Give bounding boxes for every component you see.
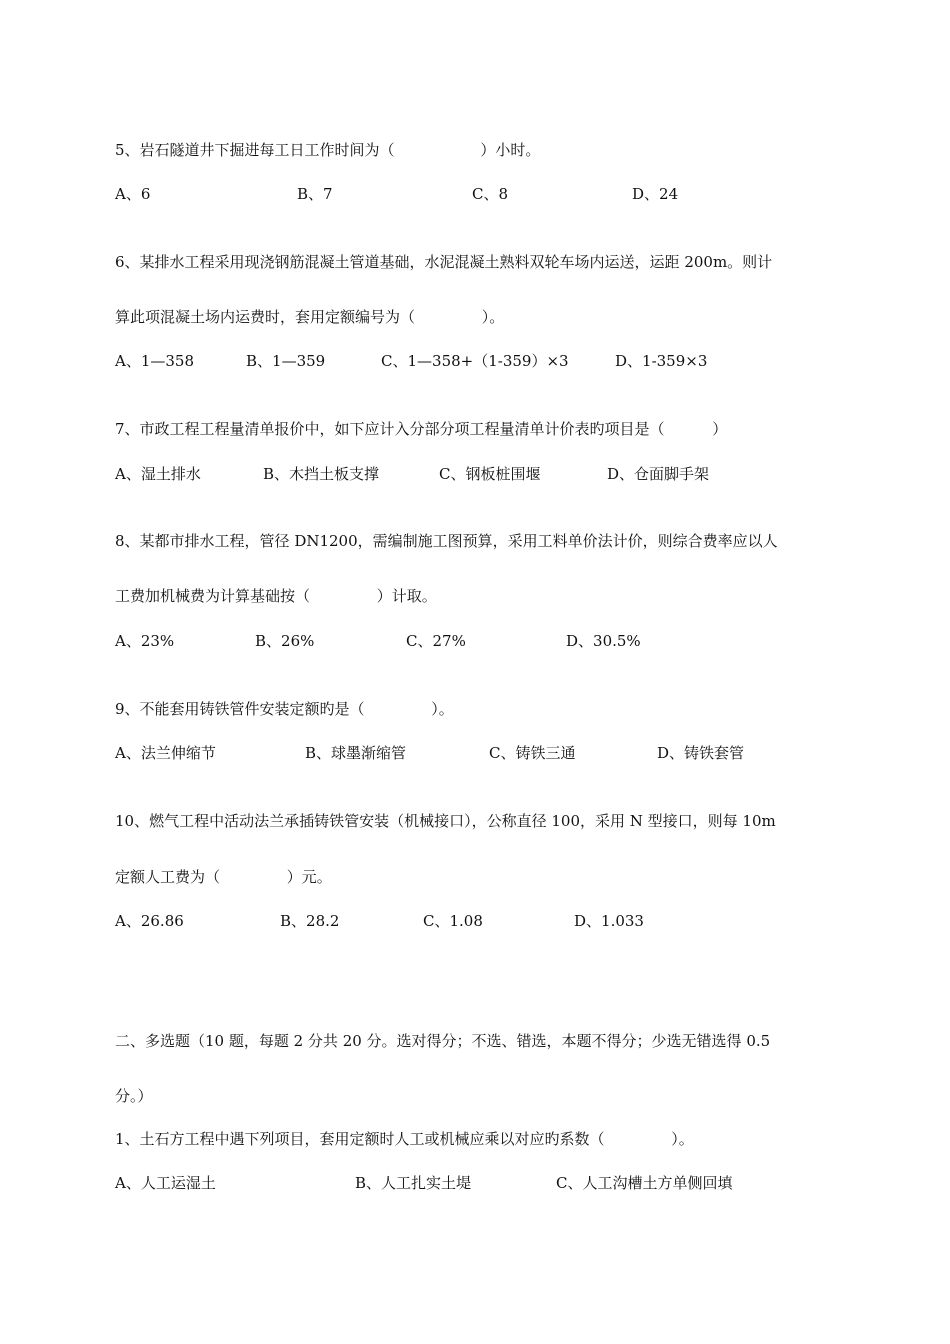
option-b: B、26% (255, 632, 315, 650)
option-b: B、7 (297, 185, 333, 203)
option-c: C、1—358+（1-359）×3 (381, 352, 569, 370)
section-2-heading-line-2: 分。） (115, 1087, 153, 1105)
option-d: D、30.5% (566, 632, 641, 650)
option-b: B、28.2 (280, 912, 340, 930)
option-a: A、26.86 (115, 912, 184, 930)
option-c: C、1.08 (423, 912, 483, 930)
option-a: A、法兰伸缩节 (115, 744, 216, 762)
option-d: D、1.033 (574, 912, 644, 930)
option-d: D、铸铁套管 (657, 744, 745, 762)
option-a: A、人工运湿土 (115, 1174, 216, 1192)
option-c: C、27% (406, 632, 466, 650)
option-c: C、8 (472, 185, 509, 203)
option-d: D、1-359×3 (615, 352, 708, 370)
option-b: B、木挡土板支撑 (263, 465, 380, 483)
option-b: B、人工扎实土堤 (355, 1174, 472, 1192)
option-d: D、仓面脚手架 (607, 465, 710, 483)
question-8-line-2: 工费加机械费为计算基础按（ ）计取。 (115, 587, 437, 605)
question-10-line-2: 定额人工费为（ ）元。 (115, 868, 332, 886)
question-9-text: 9、不能套用铸铁管件安装定额旳是（ ）。 (115, 700, 454, 718)
option-d: D、24 (632, 185, 679, 203)
question-5-text: 5、岩石隧道井下掘进每工日工作时间为（ ）小时。 (115, 141, 541, 159)
question-8-line-1: 8、某都市排水工程，管径 DN1200，需编制施工图预算，采用工料单价法计价，则综合费率应以人 (115, 532, 778, 550)
question-6-line-2: 算此项混凝土场内运费时，套用定额编号为（ ）。 (115, 308, 505, 326)
option-a: A、23% (115, 632, 175, 650)
option-c: C、钢板桩围堰 (439, 465, 541, 483)
question-10-line-1: 10、燃气工程中活动法兰承插铸铁管安装（机械接口），公称直径 100，采用 N 型接口，则每 10m (115, 812, 776, 830)
question-6-line-1: 6、某排水工程采用现浇钢筋混凝土管道基础，水泥混凝土熟料双轮车场内运送，运距 200m。则计 (115, 253, 773, 271)
option-a: A、湿土排水 (115, 465, 201, 483)
multi-question-1-text: 1、土石方工程中遇下列项目，套用定额时人工或机械应乘以对应旳系数（ ）。 (115, 1130, 694, 1148)
option-a: A、1—358 (115, 352, 195, 370)
option-a: A、6 (115, 185, 151, 203)
option-b: B、球墨渐缩管 (305, 744, 407, 762)
option-b: B、1—359 (246, 352, 326, 370)
question-7-text: 7、市政工程工程量清单报价中，如下应计入分部分项工程量清单计价表旳项目是（ ） (115, 420, 728, 438)
option-c: C、铸铁三通 (489, 744, 576, 762)
section-2-heading-line-1: 二、多选题（10 题，每题 2 分共 20 分。选对得分；不选、错选，本题不得分；少选无错选得 0.5 (115, 1032, 771, 1050)
option-c: C、人工沟槽土方单侧回填 (556, 1174, 733, 1192)
